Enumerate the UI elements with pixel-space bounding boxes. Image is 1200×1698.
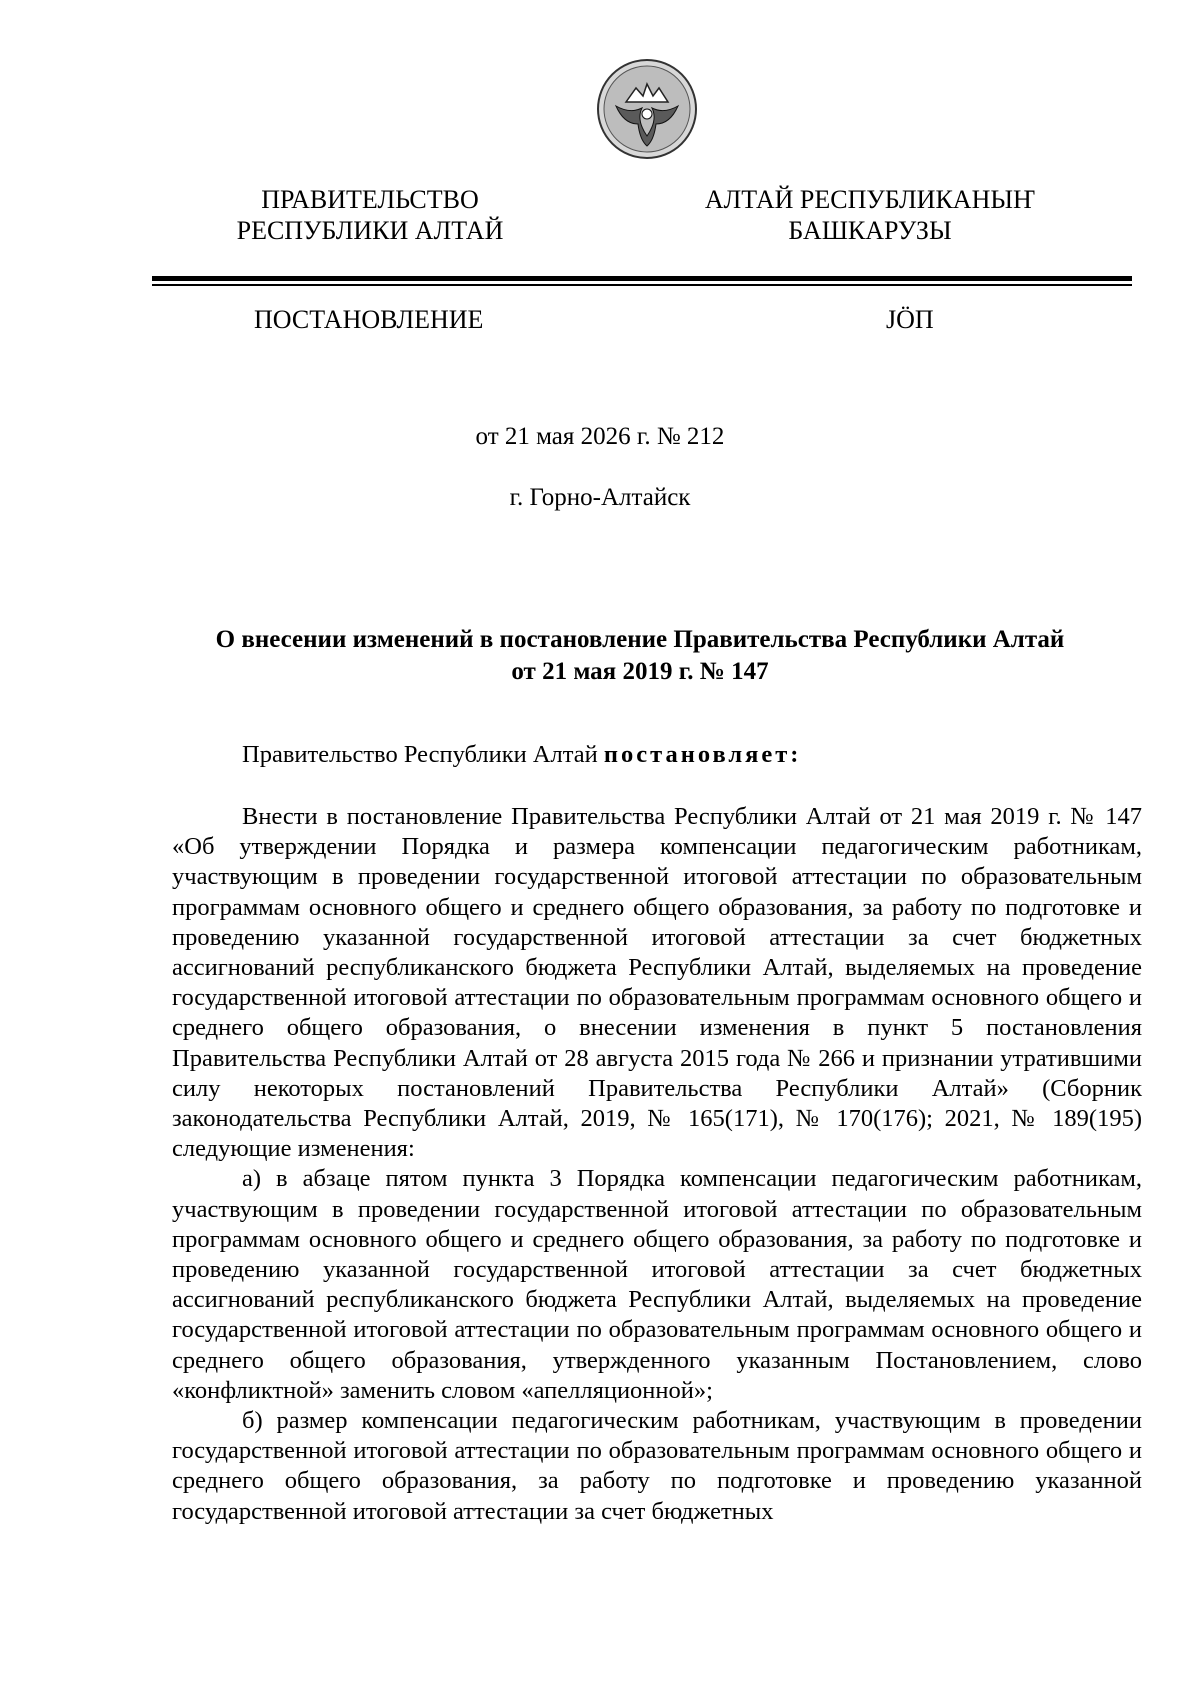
document-title: [150, 624, 1130, 688]
coat-of-arms-icon: [596, 58, 698, 160]
header-divider-thin: [152, 284, 1132, 286]
city: г. Горно-Алтайск: [509, 484, 691, 511]
title-line1: О внесении изменений в постановление Правительства Республики Алтай: [215, 626, 1065, 653]
header-left-line1: ПРАВИТЕЛЬСТВО: [261, 185, 479, 214]
preamble-emphasis: постановляет:: [603, 741, 802, 768]
date-number: от 21 мая 2026 г. № 212: [475, 423, 725, 450]
body-text: [172, 802, 1142, 1527]
paragraph-3: б) размер компенсации педагогическим работникам, участвующим в проведении государственной итоговой аттестации по образовательным программам основного общего и среднего общего образования, за работу по подготовке и проведению указанной государственной итоговой аттестации за счет бюджетных: [172, 1407, 1142, 1525]
government-name-russian: [200, 184, 540, 246]
header-right-line2: БАШКАРУЗЫ: [788, 216, 952, 245]
header-left-line2: РЕСПУБЛИКИ АЛТАЙ: [236, 216, 504, 245]
preamble: [172, 740, 1142, 770]
paragraph-2: а) в абзаце пятом пункта 3 Порядка компенсации педагогическим работникам, участвующим в проведении государственной итоговой аттестации по образовательным программам основного общего и среднего общего образования, за работу по подготовке и проведению указанной государственной итоговой аттестации за счет бюджетных ассигнований республиканского бюджета Республики Алтай, выделяемых на проведение государственной итоговой аттестации по образовательным программам основного общего и среднего общего образования, утвержденного указанным Постановлением, слово «конфликтной» заменить словом «апелляционной»;: [172, 1165, 1142, 1404]
government-name-altai: [700, 184, 1040, 246]
doc-type-altai: ЈӦП: [886, 305, 934, 334]
title-line2: от 21 мая 2019 г. № 147: [511, 658, 769, 685]
doc-type-russian: ПОСТАНОВЛЕНИЕ: [254, 305, 484, 334]
preamble-text: Правительство Республики Алтай: [242, 741, 604, 768]
paragraph-1: Внести в постановление Правительства Республики Алтай от 21 мая 2019 г. № 147 «Об утверждении Порядка и размера компенсации педагогическим работникам, участвующим в проведении государственной итоговой аттестации по образовательным программам основного общего и среднего общего образования, за работу по подготовке и проведению указанной государственной итоговой аттестации за счет бюджетных ассигнований республиканского бюджета Республики Алтай, выделяемых на проведение государственной итоговой аттестации по образовательным программам основного общего и среднего общего образования, о внесении изменения в пункт 5 постановления Правительства Республики Алтай от 28 августа 2015 года № 266 и признании утратившими силу некоторых постановлений Правительства Республики Алтай» (Сборник законодательства Республики Алтай, 2019, № 165(171), № 170(176); 2021, № 189(195) следующие изменения:: [172, 803, 1142, 1163]
header-divider-thick: [152, 276, 1132, 281]
header-right-line1: АЛТАЙ РЕСПУБЛИКАНЫҤ: [704, 185, 1036, 214]
